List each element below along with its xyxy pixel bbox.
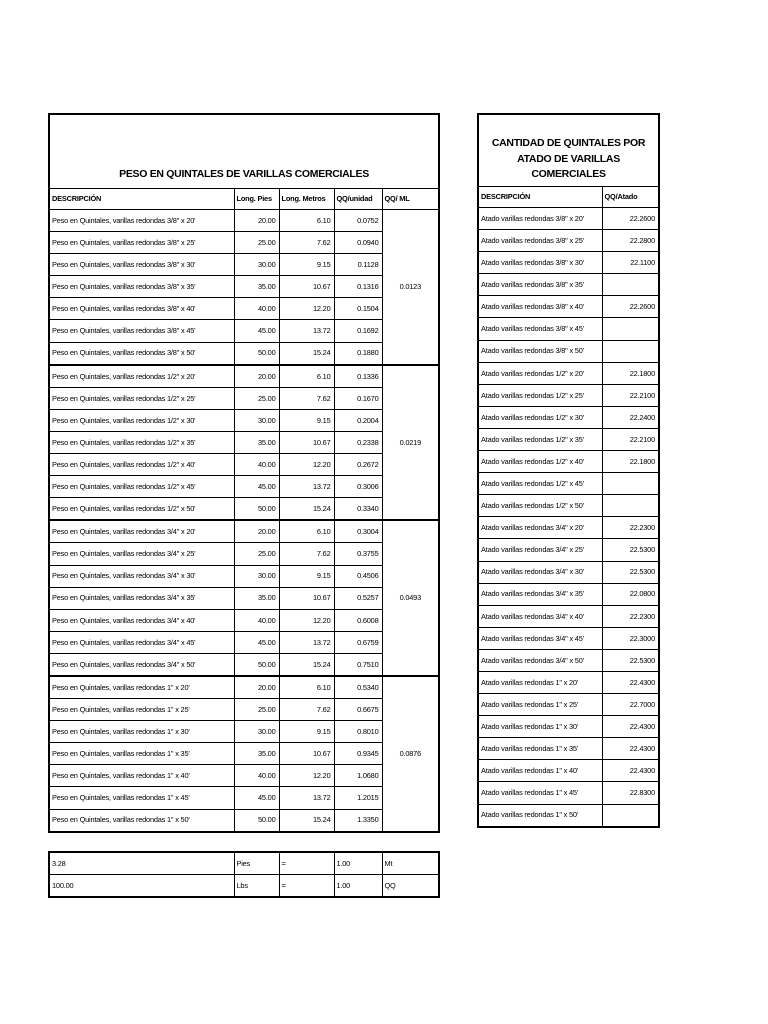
qq-atado-cell: 22.2600 [602,296,659,318]
long-metros-cell: 13.72 [279,787,334,809]
long-metros-cell: 15.24 [279,498,334,521]
qq-unidad-cell: 0.3340 [334,498,382,521]
long-metros-cell: 12.20 [279,765,334,787]
descripcion-cell: Peso en Quintales, varillas redondas 1/2" x 25' [49,387,234,409]
table-row [49,765,439,787]
qq-atado-cell: 22.2800 [602,230,659,252]
atado-descripcion-cell: Atado varillas redondas 3/8" x 50' [478,340,602,362]
peso-quintales-table [48,113,440,833]
long-pies-cell: 20.00 [234,520,279,543]
atado-header-descripcion: DESCRIPCIÓN [478,187,602,208]
table-row [478,561,659,583]
atado-descripcion-cell: Atado varillas redondas 1" x 35' [478,738,602,760]
qq-ml-cell: 0.0493 [382,520,439,676]
long-pies-cell: 25.00 [234,543,279,565]
qq-atado-cell: 22.2400 [602,406,659,428]
qq-unidad-cell: 0.3755 [334,543,382,565]
qq-atado-cell: 22.4300 [602,760,659,782]
long-pies-cell: 25.00 [234,387,279,409]
table-row [49,454,439,476]
atado-descripcion-cell: Atado varillas redondas 1/2" x 35' [478,428,602,450]
atado-descripcion-cell: Atado varillas redondas 1" x 30' [478,716,602,738]
header-qq-unidad: QQ/unidad [334,189,382,210]
conversion-unit: Pies [234,852,279,875]
atado-descripcion-cell: Atado varillas redondas 1" x 40' [478,760,602,782]
table-row [49,721,439,743]
qq-unidad-cell: 0.1128 [334,254,382,276]
long-metros-cell: 7.62 [279,387,334,409]
table-row [478,694,659,716]
long-pies-cell: 20.00 [234,365,279,388]
conversion-value: 100.00 [49,875,234,898]
table-row [478,406,659,428]
long-pies-cell: 45.00 [234,631,279,653]
conversion-result-unit: Mt [382,852,439,875]
descripcion-cell: Peso en Quintales, varillas redondas 3/8" x 50' [49,342,234,365]
qq-unidad-cell: 0.6675 [334,699,382,721]
atado-descripcion-cell: Atado varillas redondas 3/4" x 20' [478,517,602,539]
long-pies-cell: 25.00 [234,232,279,254]
table-row [478,318,659,340]
table-row [478,495,659,517]
long-metros-cell: 13.72 [279,476,334,498]
long-metros-cell: 7.62 [279,699,334,721]
atado-table-title: CANTIDAD DE QUINTALES POR ATADO DE VARILLAS COMERCIALES [478,114,659,187]
conversion-unit: Lbs [234,875,279,898]
atado-descripcion-cell: Atado varillas redondas 1" x 45' [478,782,602,804]
long-pies-cell: 40.00 [234,609,279,631]
long-pies-cell: 45.00 [234,787,279,809]
conversion-equals: = [279,852,334,875]
qq-atado-cell [602,473,659,495]
table-row [478,517,659,539]
qq-unidad-cell: 0.2004 [334,409,382,431]
qq-unidad-cell: 0.5340 [334,676,382,699]
table-row [49,409,439,431]
table-row [478,296,659,318]
atado-descripcion-cell: Atado varillas redondas 3/8" x 30' [478,252,602,274]
descripcion-cell: Peso en Quintales, varillas redondas 3/4" x 25' [49,543,234,565]
atado-descripcion-cell: Atado varillas redondas 3/4" x 30' [478,561,602,583]
table-row [49,520,439,543]
long-metros-cell: 15.24 [279,809,334,832]
qq-atado-cell: 22.5300 [602,561,659,583]
long-metros-cell: 12.20 [279,298,334,320]
table-row [49,365,439,388]
table-row [478,473,659,495]
table-row [478,804,659,827]
table-row [478,627,659,649]
descripcion-cell: Peso en Quintales, varillas redondas 3/8" x 35' [49,276,234,298]
table-row [49,431,439,453]
long-metros-cell: 10.67 [279,587,334,609]
descripcion-cell: Peso en Quintales, varillas redondas 1" x 25' [49,699,234,721]
descripcion-cell: Peso en Quintales, varillas redondas 3/4" x 20' [49,520,234,543]
long-pies-cell: 35.00 [234,431,279,453]
qq-unidad-cell: 0.4506 [334,565,382,587]
long-pies-cell: 30.00 [234,409,279,431]
long-pies-cell: 20.00 [234,210,279,232]
long-metros-cell: 9.15 [279,254,334,276]
table-row [49,699,439,721]
qq-unidad-cell: 1.2015 [334,787,382,809]
qq-atado-cell [602,274,659,296]
atado-descripcion-cell: Atado varillas redondas 3/4" x 35' [478,583,602,605]
qq-atado-cell: 22.2100 [602,428,659,450]
table-row [49,653,439,676]
descripcion-cell: Peso en Quintales, varillas redondas 3/8" x 40' [49,298,234,320]
table-row [478,583,659,605]
conversion-table [48,851,440,898]
atado-descripcion-cell: Atado varillas redondas 3/8" x 25' [478,230,602,252]
table-row [478,384,659,406]
table-row [478,716,659,738]
table-row [478,760,659,782]
qq-ml-cell: 0.0123 [382,210,439,365]
atado-table [477,113,660,828]
long-pies-cell: 50.00 [234,342,279,365]
table-row [49,787,439,809]
descripcion-cell: Peso en Quintales, varillas redondas 1" x 50' [49,809,234,832]
qq-ml-cell: 0.0219 [382,365,439,521]
long-metros-cell: 9.15 [279,409,334,431]
long-metros-cell: 6.10 [279,210,334,232]
long-metros-cell: 9.15 [279,721,334,743]
table-row [49,254,439,276]
qq-unidad-cell: 0.3004 [334,520,382,543]
long-pies-cell: 50.00 [234,809,279,832]
qq-atado-cell: 22.1100 [602,252,659,274]
atado-descripcion-cell: Atado varillas redondas 3/8" x 45' [478,318,602,340]
table-row [49,342,439,365]
long-pies-cell: 50.00 [234,653,279,676]
qq-unidad-cell: 0.1692 [334,320,382,342]
long-pies-cell: 20.00 [234,676,279,699]
long-pies-cell: 50.00 [234,498,279,521]
conversion-row [49,852,439,875]
atado-descripcion-cell: Atado varillas redondas 1" x 20' [478,671,602,693]
qq-atado-cell: 22.4300 [602,671,659,693]
qq-unidad-cell: 0.8010 [334,721,382,743]
long-pies-cell: 30.00 [234,254,279,276]
long-pies-cell: 40.00 [234,454,279,476]
qq-atado-cell: 22.2600 [602,208,659,230]
qq-unidad-cell: 0.2338 [334,431,382,453]
table-row [478,649,659,671]
descripcion-cell: Peso en Quintales, varillas redondas 1/2" x 40' [49,454,234,476]
table-row [49,565,439,587]
qq-unidad-cell: 0.2672 [334,454,382,476]
table-row [49,609,439,631]
header-long-metros: Long. Metros [279,189,334,210]
descripcion-cell: Peso en Quintales, varillas redondas 3/4" x 50' [49,653,234,676]
table-row [49,498,439,521]
descripcion-cell: Peso en Quintales, varillas redondas 1/2" x 45' [49,476,234,498]
descripcion-cell: Peso en Quintales, varillas redondas 1/2" x 20' [49,365,234,388]
descripcion-cell: Peso en Quintales, varillas redondas 3/8" x 45' [49,320,234,342]
atado-descripcion-cell: Atado varillas redondas 1/2" x 40' [478,451,602,473]
table-row [49,676,439,699]
table-row [49,387,439,409]
long-metros-cell: 12.20 [279,609,334,631]
table-row [478,340,659,362]
long-metros-cell: 9.15 [279,565,334,587]
long-metros-cell: 13.72 [279,320,334,342]
atado-descripcion-cell: Atado varillas redondas 1/2" x 50' [478,495,602,517]
table-row [478,782,659,804]
atado-descripcion-cell: Atado varillas redondas 3/8" x 35' [478,274,602,296]
table-row [478,208,659,230]
long-metros-cell: 12.20 [279,454,334,476]
table-row [49,232,439,254]
qq-unidad-cell: 0.5257 [334,587,382,609]
table-row [478,252,659,274]
descripcion-cell: Peso en Quintales, varillas redondas 3/8" x 30' [49,254,234,276]
conversion-result: 1.00 [334,852,382,875]
descripcion-cell: Peso en Quintales, varillas redondas 1" x 20' [49,676,234,699]
qq-atado-cell [602,495,659,517]
table-row [49,210,439,232]
conversion-row [49,875,439,898]
descripcion-cell: Peso en Quintales, varillas redondas 3/4" x 40' [49,609,234,631]
table-row [478,539,659,561]
qq-atado-cell: 22.5300 [602,649,659,671]
qq-unidad-cell: 0.3006 [334,476,382,498]
long-metros-cell: 7.62 [279,543,334,565]
header-long-pies: Long. Pies [234,189,279,210]
qq-atado-cell: 22.1800 [602,362,659,384]
long-metros-cell: 7.62 [279,232,334,254]
table-row [478,605,659,627]
qq-atado-cell: 22.1800 [602,451,659,473]
table-row [49,298,439,320]
long-metros-cell: 6.10 [279,365,334,388]
descripcion-cell: Peso en Quintales, varillas redondas 1" x 45' [49,787,234,809]
long-metros-cell: 10.67 [279,743,334,765]
qq-atado-cell: 22.0800 [602,583,659,605]
long-metros-cell: 15.24 [279,653,334,676]
long-pies-cell: 30.00 [234,565,279,587]
qq-atado-cell: 22.8300 [602,782,659,804]
table-row [478,230,659,252]
long-pies-cell: 45.00 [234,320,279,342]
long-pies-cell: 35.00 [234,587,279,609]
long-metros-cell: 13.72 [279,631,334,653]
long-pies-cell: 40.00 [234,298,279,320]
table-row [478,274,659,296]
atado-descripcion-cell: Atado varillas redondas 1/2" x 20' [478,362,602,384]
table-row [49,476,439,498]
qq-unidad-cell: 0.1670 [334,387,382,409]
atado-descripcion-cell: Atado varillas redondas 1/2" x 30' [478,406,602,428]
atado-descripcion-cell: Atado varillas redondas 1" x 50' [478,804,602,827]
atado-descripcion-cell: Atado varillas redondas 3/8" x 20' [478,208,602,230]
qq-atado-cell: 22.7000 [602,694,659,716]
qq-unidad-cell: 0.0752 [334,210,382,232]
atado-descripcion-cell: Atado varillas redondas 3/4" x 40' [478,605,602,627]
conversion-value: 3.28 [49,852,234,875]
long-pies-cell: 35.00 [234,743,279,765]
qq-atado-cell: 22.4300 [602,738,659,760]
atado-descripcion-cell: Atado varillas redondas 3/8" x 40' [478,296,602,318]
qq-unidad-cell: 1.0680 [334,765,382,787]
main-table-title: PESO EN QUINTALES DE VARILLAS COMERCIALES [49,114,439,189]
long-pies-cell: 30.00 [234,721,279,743]
descripcion-cell: Peso en Quintales, varillas redondas 1" x 35' [49,743,234,765]
header-qq-ml: QQ/ ML [382,189,439,210]
qq-unidad-cell: 0.9345 [334,743,382,765]
atado-descripcion-cell: Atado varillas redondas 3/4" x 50' [478,649,602,671]
qq-atado-cell [602,318,659,340]
qq-unidad-cell: 0.7510 [334,653,382,676]
qq-unidad-cell: 0.0940 [334,232,382,254]
conversion-equals: = [279,875,334,898]
qq-unidad-cell: 0.1880 [334,342,382,365]
table-row [49,809,439,832]
table-row [478,428,659,450]
descripcion-cell: Peso en Quintales, varillas redondas 3/4" x 45' [49,631,234,653]
long-metros-cell: 15.24 [279,342,334,365]
descripcion-cell: Peso en Quintales, varillas redondas 3/8" x 25' [49,232,234,254]
qq-atado-cell: 22.5300 [602,539,659,561]
long-metros-cell: 10.67 [279,431,334,453]
conversion-result-unit: QQ [382,875,439,898]
qq-ml-cell: 0.0876 [382,676,439,832]
long-metros-cell: 6.10 [279,676,334,699]
atado-descripcion-cell: Atado varillas redondas 1" x 25' [478,694,602,716]
table-row [478,671,659,693]
qq-unidad-cell: 0.1336 [334,365,382,388]
atado-descripcion-cell: Atado varillas redondas 3/4" x 45' [478,627,602,649]
table-row [49,320,439,342]
descripcion-cell: Peso en Quintales, varillas redondas 3/4" x 35' [49,587,234,609]
long-pies-cell: 40.00 [234,765,279,787]
descripcion-cell: Peso en Quintales, varillas redondas 1/2" x 30' [49,409,234,431]
table-row [49,743,439,765]
qq-unidad-cell: 0.6008 [334,609,382,631]
table-row [478,738,659,760]
qq-unidad-cell: 0.6759 [334,631,382,653]
qq-atado-cell: 22.2300 [602,517,659,539]
table-row [49,543,439,565]
header-descripcion: DESCRIPCIÓN [49,189,234,210]
qq-unidad-cell: 0.1504 [334,298,382,320]
descripcion-cell: Peso en Quintales, varillas redondas 1/2" x 50' [49,498,234,521]
atado-descripcion-cell: Atado varillas redondas 1/2" x 45' [478,473,602,495]
qq-atado-cell: 22.4300 [602,716,659,738]
conversion-result: 1.00 [334,875,382,898]
descripcion-cell: Peso en Quintales, varillas redondas 1" x 30' [49,721,234,743]
table-row [478,362,659,384]
descripcion-cell: Peso en Quintales, varillas redondas 3/4" x 30' [49,565,234,587]
table-row [49,276,439,298]
descripcion-cell: Peso en Quintales, varillas redondas 1" x 40' [49,765,234,787]
qq-atado-cell [602,804,659,827]
descripcion-cell: Peso en Quintales, varillas redondas 1/2" x 35' [49,431,234,453]
qq-atado-cell: 22.3000 [602,627,659,649]
qq-unidad-cell: 0.1316 [334,276,382,298]
qq-atado-cell: 22.2300 [602,605,659,627]
atado-descripcion-cell: Atado varillas redondas 3/4" x 25' [478,539,602,561]
table-row [478,451,659,473]
atado-descripcion-cell: Atado varillas redondas 1/2" x 25' [478,384,602,406]
atado-header-qq-atado: QQ/Atado [602,187,659,208]
descripcion-cell: Peso en Quintales, varillas redondas 3/8" x 20' [49,210,234,232]
qq-atado-cell: 22.2100 [602,384,659,406]
long-pies-cell: 25.00 [234,699,279,721]
long-metros-cell: 6.10 [279,520,334,543]
table-row [49,587,439,609]
long-metros-cell: 10.67 [279,276,334,298]
long-pies-cell: 45.00 [234,476,279,498]
long-pies-cell: 35.00 [234,276,279,298]
table-row [49,631,439,653]
qq-unidad-cell: 1.3350 [334,809,382,832]
qq-atado-cell [602,340,659,362]
